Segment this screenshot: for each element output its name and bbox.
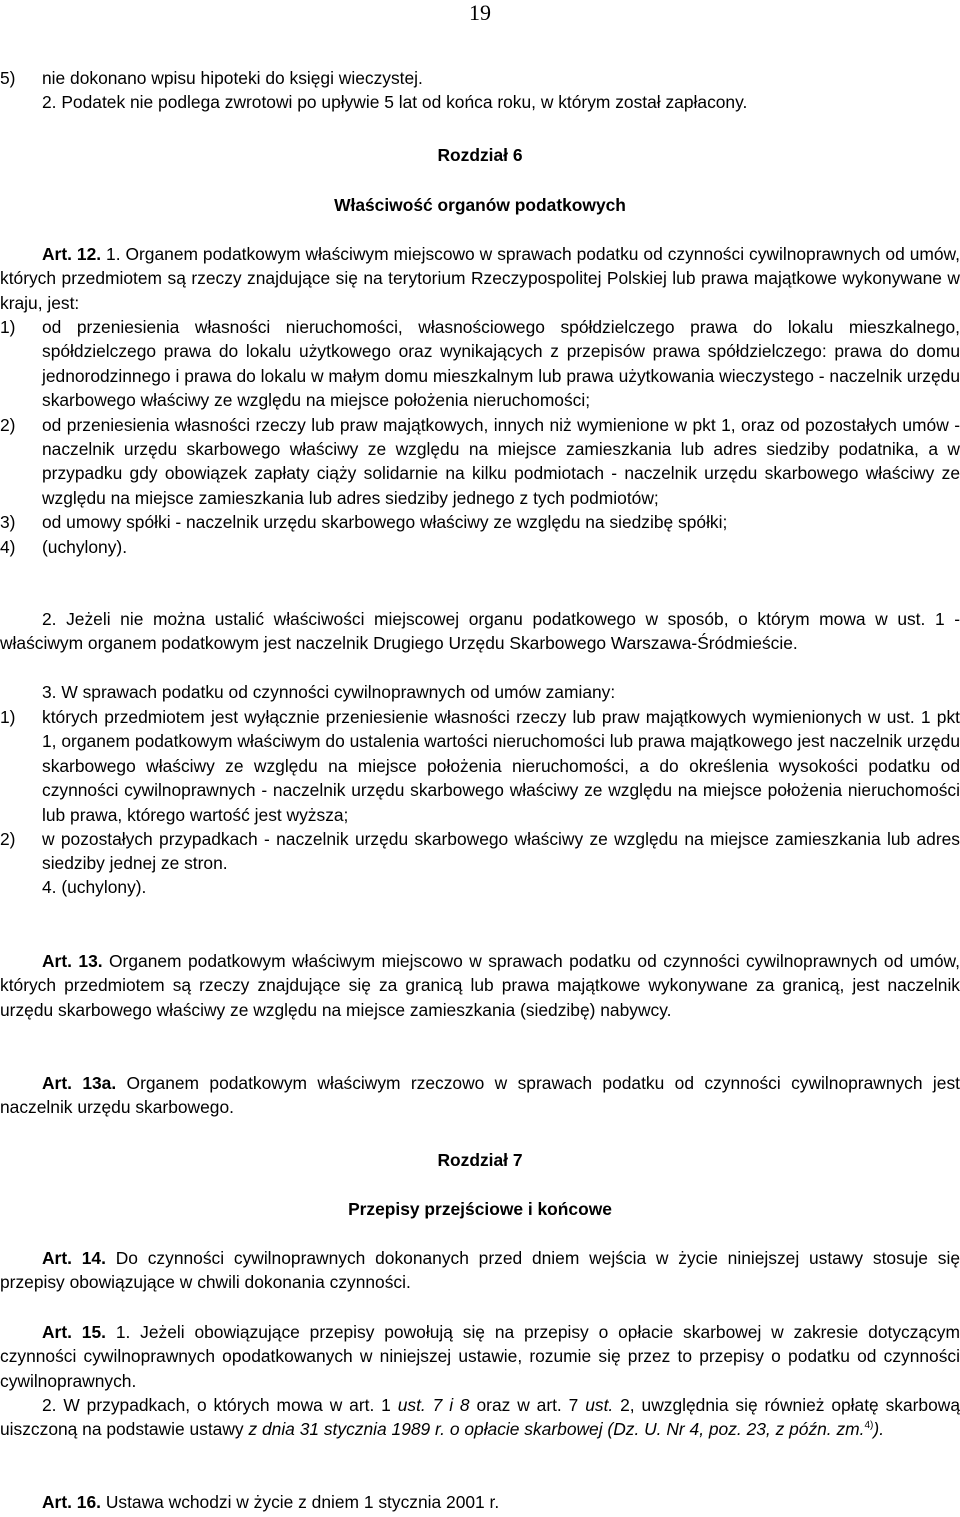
art-12-paragraph-1: Art. 12. 1. Organem podatkowym właściwym miejscowo w sprawach podatku od czynności cywilnoprawnych od umów, których przedmiotem są rzeczy znajdujące się na terytorium Rzeczypospolitej Polskiej lub prawa majątkowe wykonywane w kraju, jest: xyxy=(0,244,960,313)
list-item: 3) od umowy spółki - naczelnik urzędu skarbowego właściwy ze względu na siedzibę spółki; xyxy=(0,512,728,533)
art-15-paragraph-2: 2. W przypadkach, o których mowa w art. 1 ust. 7 i 8 oraz w art. 7 ust. 2, uwzględnia się również opłatę skarbową uiszczoną na podstawie ustawy z dnia 31 stycznia 1989 r. o opłacie skarbowej (Dz. U. Nr 4, poz. 23, z późn. zm.$^{4)}$). xyxy=(0,1395,960,1440)
footnote-marker: 4) xyxy=(864,1420,874,1432)
art-12-paragraph-3: 3. W sprawach podatku od czynności cywilnoprawnych od umów zamiany: xyxy=(42,682,616,702)
item-5: 5) nie dokonano wpisu hipoteki do księgi wieczystej. xyxy=(0,68,423,88)
art-13a: Art. 13a. Organem podatkowym właściwym rzeczowo w sprawach podatku od czynności cywilnoprawnych jest naczelnik urzędu skarbowego. xyxy=(0,1073,960,1118)
art-12-list-3 xyxy=(0,705,960,876)
list-item: 1) których przedmiotem jest wyłącznie przeniesienie własności rzeczy lub praw majątkowych wymienionych w ust. 1 pkt 1, organem podatkowym właściwym do ustalenia wartości nieruchomości lub prawa majątkowego jest naczelnik urzędu skarbowego właściwy ze względu na miejsce położenia nieruchomości, a do określenia wysokości podatku od czynności cywilnoprawnych - naczelnik urzędu skarbowego właściwy ze względu na miejsce położenia nieruchomości lub prawa, którego wartość jest wyższa; xyxy=(0,707,960,825)
art-15-paragraph-1: Art. 15. 1. Jeżeli obowiązujące przepisy powołują się na przepisy o opłacie skarbowej w zakresie dotyczącym czynności cywilnoprawnych opodatkowanych w niniejszej ustawie, rozumie się przez to przepisy o podatku od czynności cywilnoprawnych. xyxy=(0,1322,960,1391)
art-12-list-1 xyxy=(0,315,960,559)
chapter-7-subtitle: Przepisy przejściowe i końcowe xyxy=(348,1199,612,1219)
list-item: 4) (uchylony). xyxy=(0,536,128,557)
page-number: 19 xyxy=(469,0,491,25)
art-16: Art. 16. Ustawa wchodzi w życie z dniem 1 stycznia 2001 r. xyxy=(42,1492,500,1512)
chapter-7-title: Rozdział 7 xyxy=(437,1150,523,1170)
art-13: Art. 13. Organem podatkowym właściwym miejscowo w sprawach podatku od czynności cywilnoprawnych od umów, których przedmiotem są rzeczy znajdujące się za granicą lub prawa majątkowe wykonywane za granicą, jest naczelnik urzędu skarbowego właściwy ze względu na miejsce zamieszkania (siedzibę) nabywcy. xyxy=(0,951,960,1020)
list-item: 1) od przeniesienia własności nieruchomości, własnościowego spółdzielczego prawa do lokalu mieszkalnego, spółdzielczego prawa do lokalu użytkowego oraz wynikających z przepisów prawa spółdzielczego: prawa do domu jednorodzinnego i prawa do lokalu w małym domu mieszkalnym lub prawa użytkowania wieczystego - naczelnik urzędu skarbowego właściwy ze względu na miejsce położenia nieruchomości; xyxy=(0,317,960,411)
list-item: 2) w pozostałych przypadkach - naczelnik urzędu skarbowego właściwy ze względu na miejsce zamieszkania lub adres siedziby jednej ze stron. xyxy=(0,829,960,874)
list-item: 2) od przeniesienia własności rzeczy lub praw majątkowych, innych niż wymienione w pkt 1, oraz od pozostałych umów - naczelnik urzędu skarbowego właściwy ze względu na miejsce zamieszkania lub adres siedziby podatnika, a w przypadku gdy obowiązek zapłaty ciąży solidarnie na kilku podmiotach - naczelnik urzędu skarbowego właściwy ze względu na miejsce zamieszkania lub adres siedziby jednego z tych podmiotów; xyxy=(0,414,960,508)
chapter-6-title: Rozdział 6 xyxy=(437,145,523,165)
paragraph-2-refund: 2. Podatek nie podlega zwrotowi po upływie 5 lat od końca roku, w którym został zapłacony. xyxy=(42,92,748,112)
art-12-paragraph-2: 2. Jeżeli nie można ustalić właściwości miejscowej organu podatkowego w sposób, o którym mowa w ust. 1 - właściwym organem podatkowym jest naczelnik Drugiego Urzędu Skarbowego Warszawa-Śródmieście. xyxy=(0,609,960,654)
art-14: Art. 14. Do czynności cywilnoprawnych dokonanych przed dniem wejścia w życie niniejszej ustawy stosuje się przepisy obowiązujące w chwili dokonania czynności. xyxy=(0,1248,960,1293)
chapter-6-subtitle: Właściwość organów podatkowych xyxy=(334,195,626,215)
art-12-paragraph-4: 4. (uchylony). xyxy=(42,877,147,897)
